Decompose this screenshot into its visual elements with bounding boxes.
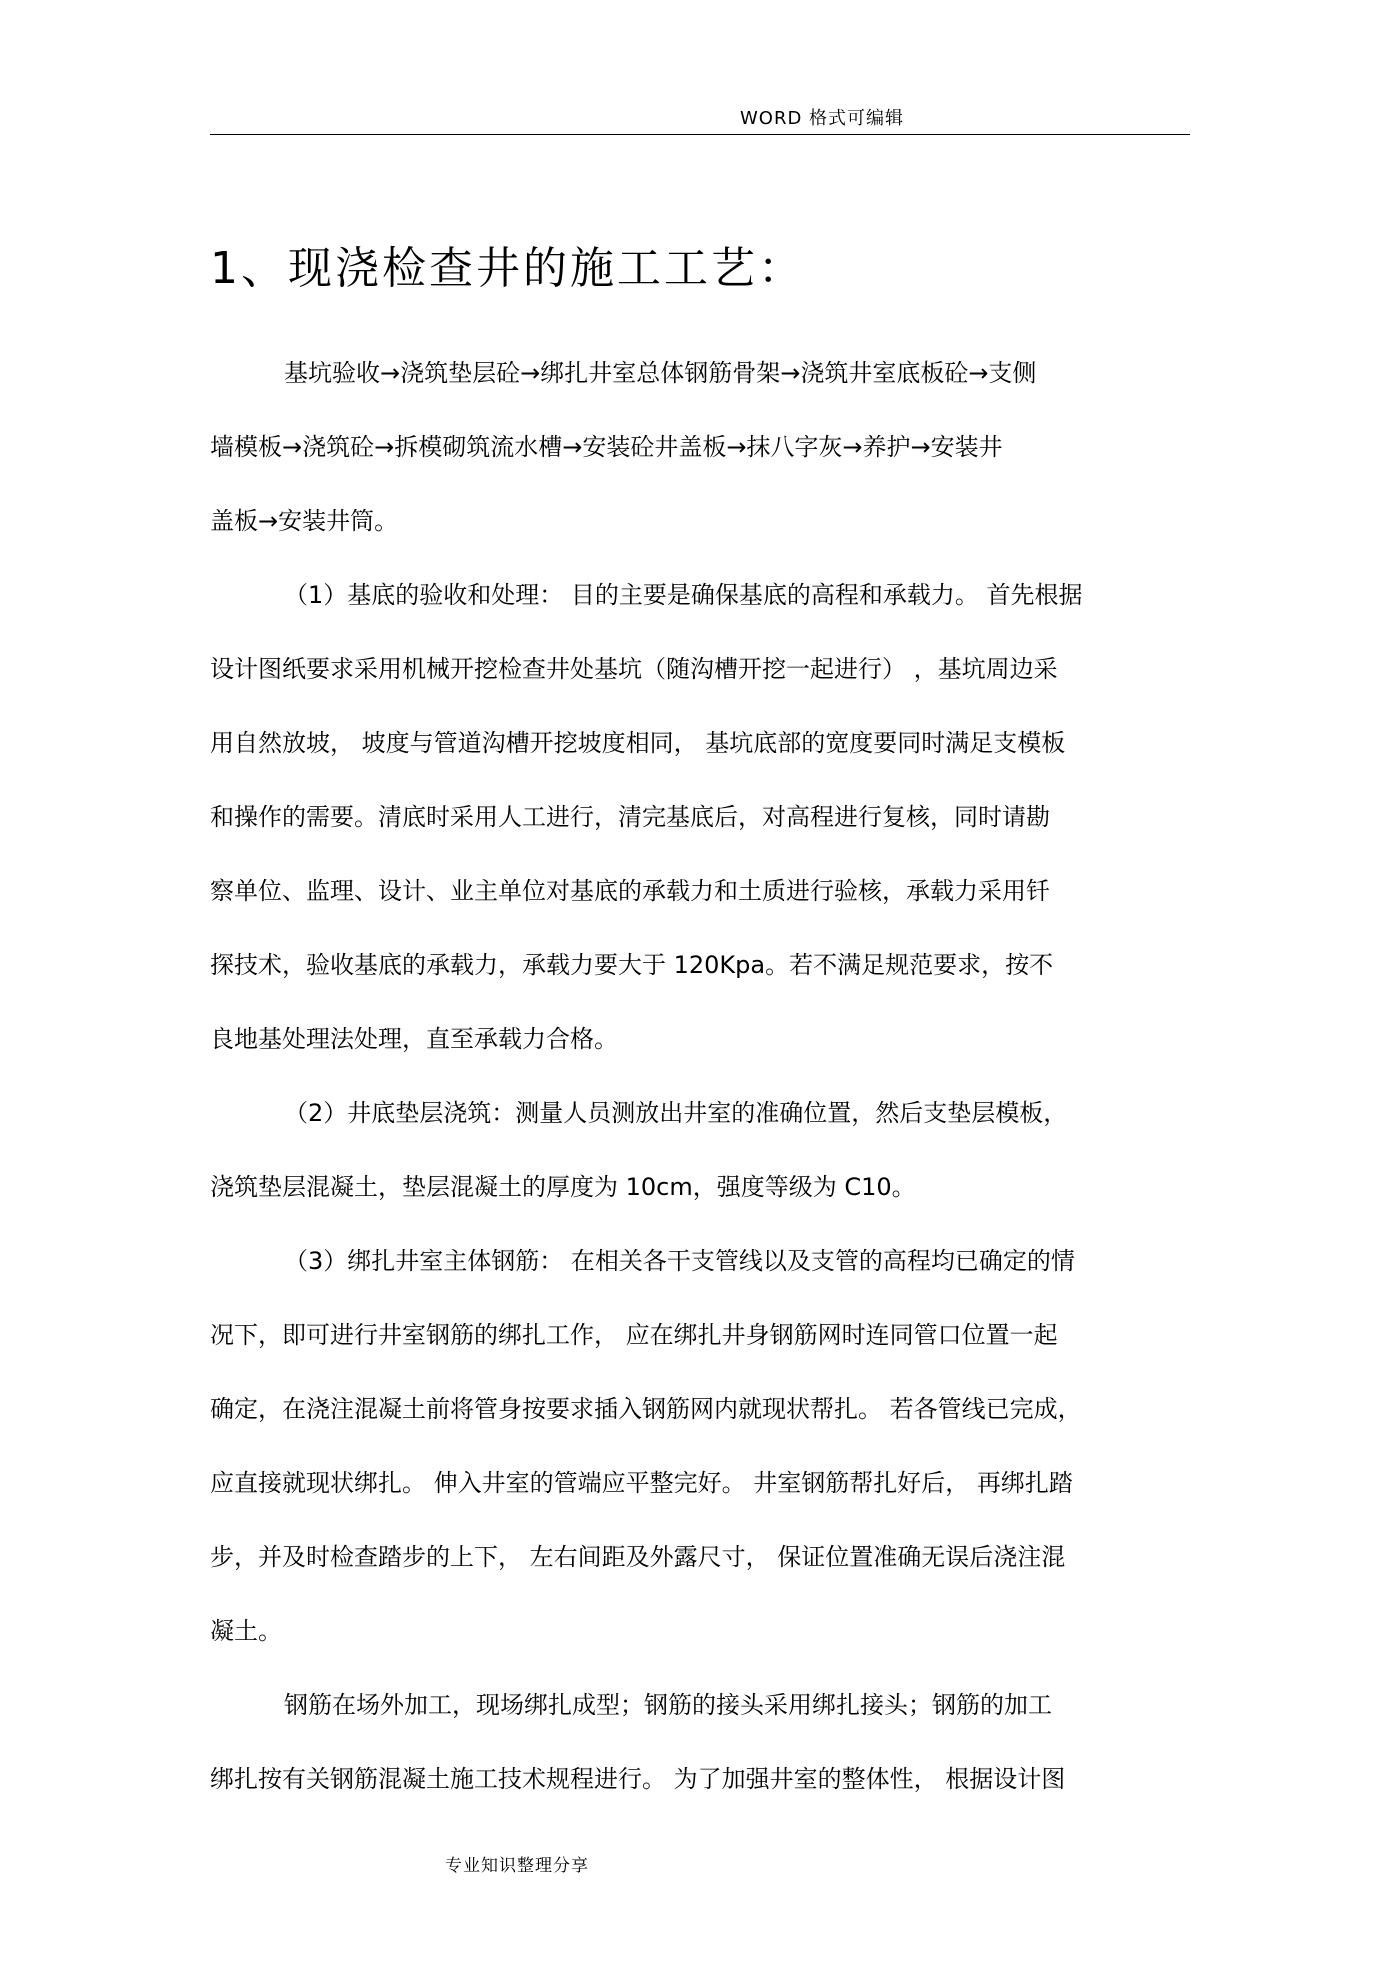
- text-line: 浇筑垫层混凝土，垫层混凝土的厚度为 10cm，强度等级为 C10。: [210, 1173, 916, 1201]
- section-title: 1、现浇检查井的施工工艺：: [210, 243, 805, 294]
- header-rule: [210, 134, 1190, 135]
- text-line: 基坑验收→浇筑垫层砼→绑扎井室总体钢筋骨架→浇筑井室底板砼→支侧: [284, 359, 1037, 387]
- text-line: 应直接就现状绑扎。 伸入井室的管端应平整完好。 井室钢筋帮扎好后， 再绑扎踏: [210, 1469, 1073, 1497]
- page-footer: 专业知识整理分享: [445, 1856, 589, 1876]
- text-line: 探技术，验收基底的承载力，承载力要大于 120Kpa。若不满足规范要求，按不: [210, 951, 1054, 979]
- text-line: 良地基处理法处理，直至承载力合格。: [210, 1025, 618, 1053]
- text-line: 步，并及时检查踏步的上下， 左右间距及外露尺寸， 保证位置准确无误后浇注混: [210, 1543, 1066, 1571]
- text-line: （1）基底的验收和处理： 目的主要是确保基底的高程和承载力。 首先根据: [284, 581, 1083, 609]
- text-line: （3）绑扎井室主体钢筋： 在相关各干支管线以及支管的高程均已确定的情: [284, 1247, 1075, 1275]
- text-line: 墙模板→浇筑砼→拆模砌筑流水槽→安装砼井盖板→抹八字灰→养护→安装井: [210, 433, 1003, 461]
- text-line: （2）井底垫层浇筑：测量人员测放出井室的准确位置，然后支垫层模板，: [284, 1099, 1068, 1127]
- text-line: 钢筋在场外加工，现场绑扎成型；钢筋的接头采用绑扎接头；钢筋的加工: [284, 1691, 1052, 1719]
- text-line: 设计图纸要求采用机械开挖检查井处基坑（随沟槽开挖一起进行） ，基坑周边采: [210, 655, 1058, 683]
- header-text: WORD 格式可编辑: [740, 108, 905, 129]
- text-line: 盖板→安装井筒。: [210, 507, 399, 535]
- text-line: 况下，即可进行井室钢筋的绑扎工作， 应在绑扎井身钢筋网时连同管口位置一起: [210, 1321, 1058, 1349]
- text-line: 确定，在浇注混凝土前将管身按要求插入钢筋网内就现状帮扎。 若各管线已完成，: [210, 1395, 1082, 1423]
- text-line: 绑扎按有关钢筋混凝土施工技术规程进行。 为了加强井室的整体性， 根据设计图: [210, 1765, 1066, 1793]
- text-line: 凝土。: [210, 1617, 282, 1645]
- text-line: 察单位、监理、设计、业主单位对基底的承载力和土质进行验核，承载力采用钎: [210, 877, 1050, 905]
- text-line: 和操作的需要。清底时采用人工进行，清完基底后，对高程进行复核，同时请勘: [210, 803, 1050, 831]
- text-line: 用自然放坡， 坡度与管道沟槽开挖坡度相同， 基坑底部的宽度要同时满足支模板: [210, 729, 1066, 757]
